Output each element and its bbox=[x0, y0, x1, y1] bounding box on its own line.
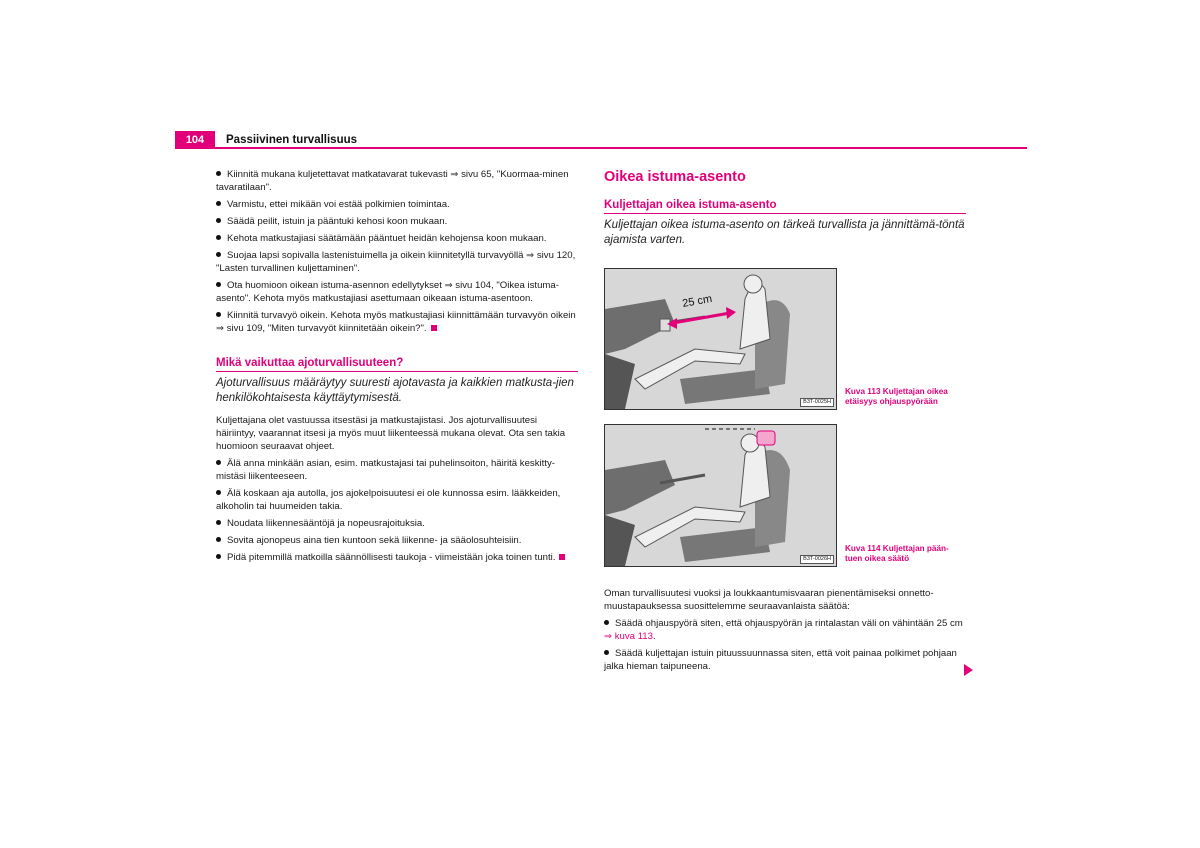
body-paragraph: Oman turvallisuutesi vuoksi ja loukkaantumisvaaran pienentämiseksi onnetto-muustapauksessa suosittelemme seuraavanlaista säätöä: bbox=[604, 588, 934, 612]
caption-line: Kuva 113 Kuljettajan oikea bbox=[845, 387, 948, 396]
list-item bbox=[216, 487, 578, 513]
list-item-text: Suojaa lapsi sopivalla lastenistuimella ja oikein kiinnitetyllä turvavyöllä ⇒ sivu 120, "Lasten turvallinen kuljettaminen". bbox=[216, 250, 576, 274]
list-item bbox=[216, 517, 578, 530]
figure-caption bbox=[845, 544, 970, 564]
list-item-text: Sovita ajonopeus aina tien kuntoon sekä liikenne- ja sääolosuhteisiin. bbox=[227, 535, 522, 546]
header-rule bbox=[175, 147, 1027, 149]
bullet-icon bbox=[216, 235, 221, 240]
right-column-bottom bbox=[604, 587, 966, 677]
figure-caption bbox=[845, 387, 970, 407]
left-column bbox=[216, 168, 578, 568]
list-item-text: Varmistu, ettei mikään voi estää polkimien toimintaa. bbox=[227, 199, 450, 210]
body-paragraph: Kuljettajana olet vastuussa itsestäsi ja matkustajistasi. Jos ajoturvallisuutesi häiriintyy, vaarannat itsesi ja myös muut liikenteessä mukana olevat. Ota sen takia huomioon seuraavat ohjeet. bbox=[216, 415, 566, 452]
bullet-icon bbox=[604, 620, 609, 625]
list-item bbox=[604, 617, 966, 643]
page-number: 104 bbox=[175, 131, 215, 148]
list-item-text: Ota huomioon oikean istuma-asennon edellytykset ⇒ sivu 104, "Oikea istuma-asento". Kehota myös matkustajiasi asettumaan oikeaan istuma-asentoon. bbox=[216, 280, 559, 304]
bullet-icon bbox=[216, 537, 221, 542]
bullet-icon bbox=[216, 201, 221, 206]
list-item-text: Säädä kuljettajan istuin pituussuunnassa siten, että voit painaa polkimet pohjaan jalka hieman taipuneena. bbox=[604, 648, 957, 672]
next-page-arrow-icon bbox=[964, 664, 973, 676]
list-item bbox=[216, 309, 578, 335]
right-column-top bbox=[604, 169, 966, 256]
list-item bbox=[216, 168, 578, 194]
list-item bbox=[216, 249, 578, 275]
bullet-icon bbox=[216, 312, 221, 317]
list-item bbox=[216, 279, 578, 305]
section-heading: Mikä vaikuttaa ajoturvallisuuteen? bbox=[216, 357, 578, 372]
list-item bbox=[216, 551, 578, 564]
list-item-text: Älä anna minkään asian, esim. matkustajasi tai puhelinsoiton, häiritä keskitty-mistäsi liikenteeseen. bbox=[216, 458, 555, 482]
figure-steering-distance bbox=[604, 268, 837, 410]
list-item bbox=[216, 198, 578, 211]
headrest-illustration bbox=[605, 425, 836, 566]
caption-line: Kuva 114 Kuljettajan pään- bbox=[845, 544, 949, 553]
bullet-icon bbox=[216, 460, 221, 465]
bullet-icon bbox=[216, 490, 221, 495]
bullet-icon bbox=[604, 650, 609, 655]
list-item bbox=[216, 457, 578, 483]
bullet-icon bbox=[216, 554, 221, 559]
list-item-text: Pidä pitemmillä matkoilla säännöllisesti taukoja - viimeistään joka toinen tunti. bbox=[227, 552, 556, 563]
lead-text: Kuljettajan oikea istuma-asento on tärkeä turvallista ja jännittämä-töntä ajamista varten. bbox=[604, 219, 965, 246]
figure-code: B3T-0025H bbox=[800, 398, 834, 407]
list-item-text: Kiinnitä mukana kuljetettavat matkatavarat tukevasti ⇒ sivu 65, "Kuormaa-minen tavaratilaan". bbox=[216, 169, 569, 193]
list-item-text: Älä koskaan aja autolla, jos ajokelpoisuutesi ei ole kunnossa esim. lääkkeiden, alkoholin tai huumeiden takia. bbox=[216, 488, 561, 512]
page-heading: Oikea istuma-asento bbox=[604, 169, 746, 185]
list-item bbox=[216, 534, 578, 547]
lead-text: Ajoturvallisuus määräytyy suuresti ajotavasta ja kaikkien matkusta-jien henkilökohtaisesta käyttäytymisestä. bbox=[216, 377, 574, 404]
list-item bbox=[216, 215, 578, 228]
bullet-icon bbox=[216, 520, 221, 525]
list-item-text: Kehota matkustajiasi säätämään pääntuet heidän kehojensa koon mukaan. bbox=[227, 233, 547, 244]
list-item bbox=[604, 647, 966, 673]
bullet-icon bbox=[216, 282, 221, 287]
caption-line: tuen oikea säätö bbox=[845, 554, 910, 563]
list-item-text: Säädä peilit, istuin ja pääntuki kehosi koon mukaan. bbox=[227, 216, 448, 227]
bullet-icon bbox=[216, 218, 221, 223]
section-end-icon bbox=[431, 325, 437, 331]
bullet-icon bbox=[216, 252, 221, 257]
bullet-icon bbox=[216, 171, 221, 176]
figure-link[interactable]: ⇒ kuva 113 bbox=[604, 631, 653, 642]
caption-line: etäisyys ohjauspyörään bbox=[845, 397, 938, 406]
driver-seat-illustration bbox=[605, 269, 836, 409]
list-item-text: Noudata liikennesääntöjä ja nopeusrajoituksia. bbox=[227, 518, 425, 529]
subsection-heading: Kuljettajan oikea istuma-asento bbox=[604, 199, 966, 214]
list-item bbox=[216, 232, 578, 245]
figure-code: B3T-0026H bbox=[800, 555, 834, 564]
section-title: Passiivinen turvallisuus bbox=[226, 134, 358, 146]
figure-headrest bbox=[604, 424, 837, 567]
list-item-text: Kiinnitä turvavyö oikein. Kehota myös matkustajiasi kiinnittämään turvavyön oikein ⇒ sivu 109, "Miten turvavyöt kiinnitetään oikein?". bbox=[216, 310, 576, 334]
section-end-icon bbox=[559, 554, 565, 560]
list-item-text: . bbox=[652, 631, 656, 642]
list-item-text: Säädä ohjauspyörä siten, että ohjauspyörän ja rintalastan väli on vähintään 25 cm bbox=[615, 618, 963, 629]
distance-label: 25 cm bbox=[681, 292, 714, 310]
